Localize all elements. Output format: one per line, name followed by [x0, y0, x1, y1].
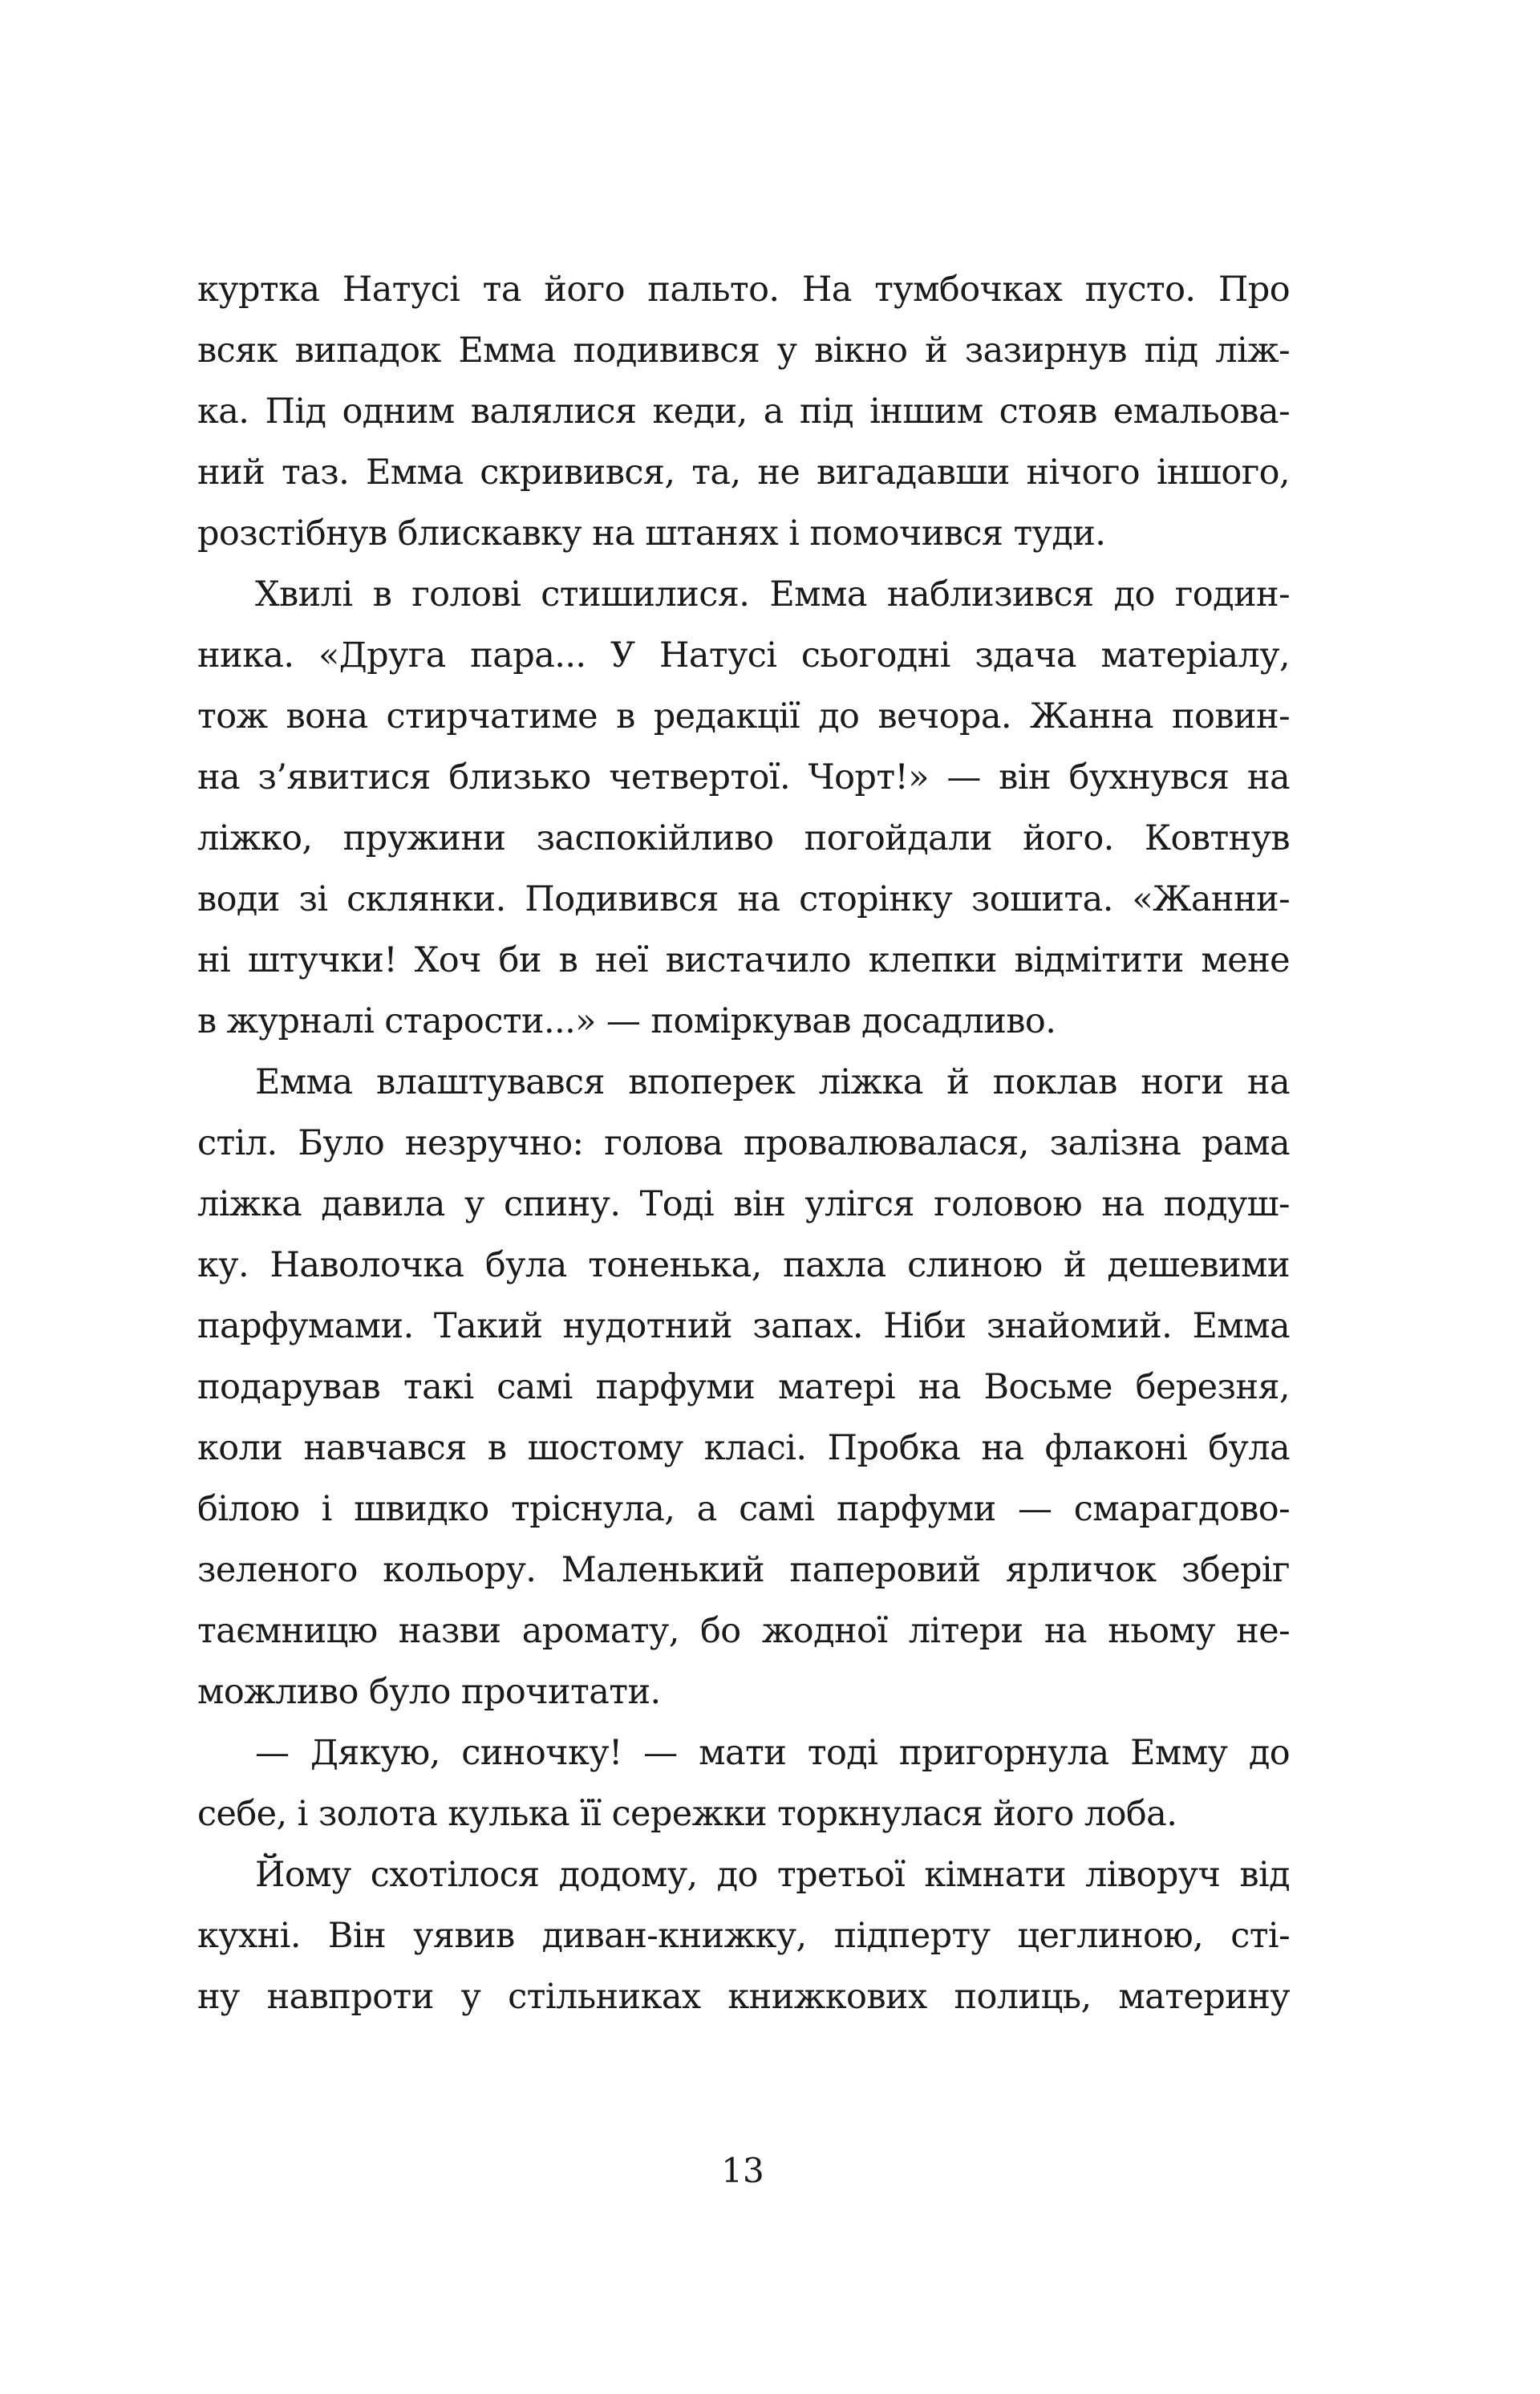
text-line: Йому схотілося додому, до третьої кімнати ліворуч від — [255, 1855, 1290, 1895]
text-line: парфумами. Такий нудотний запах. Ніби знайомий. Емма — [197, 1306, 1290, 1346]
text-line: тож вона стирчатиме в редакції до вечора. Жанна повин- — [197, 696, 1290, 736]
text-line: стіл. Було незручно: голова провалювалася, залізна рама — [197, 1123, 1290, 1163]
text-line: — Дякую, синочку! — мати тоді пригорнула Емму до — [255, 1733, 1290, 1773]
text-line: ліжка давила у спину. Тоді він улігся головою на подуш- — [197, 1184, 1290, 1224]
text-line: зеленого кольору. Маленький паперовий ярличок зберіг — [197, 1550, 1290, 1590]
text-line: білою і швидко тріснула, а самі парфуми — смарагдово- — [197, 1489, 1290, 1529]
text-line: ка. Під одним валялися кеди, а під іншим стояв емальова- — [197, 392, 1290, 432]
text-line: в журналі старости...» — поміркував досадливо. — [197, 1001, 1056, 1041]
text-line: розстібнув блискавку на штанях і помочився туди. — [197, 513, 1106, 554]
text-line: всяк випадок Емма подивився у вікно й зазирнув під ліж- — [197, 331, 1290, 371]
text-line: ліжко, пружини заспокійливо погойдали його. Ковтнув — [197, 818, 1290, 858]
body-text — [197, 259, 1290, 2027]
page-number: 13 — [721, 2151, 764, 2190]
text-line: ника. «Друга пара... У Натусі сьогодні здача матеріалу, — [197, 635, 1290, 676]
text-line: ний таз. Емма скривився, та, не вигадавши нічого іншого, — [197, 452, 1290, 493]
text-line: кухні. Він уявив диван-книжку, підперту цеглиною, сті- — [197, 1916, 1290, 1956]
text-line: ку. Наволочка була тоненька, пахла слиною й дешевими — [197, 1245, 1290, 1285]
text-line: куртка Натусі та його пальто. На тумбочках пусто. Про — [197, 270, 1290, 310]
text-line: себе, і золота кулька її сережки торкнулася його лоба. — [197, 1794, 1177, 1834]
text-line: на з’явитися близько четвертої. Чорт!» — він бухнувся на — [197, 757, 1290, 797]
text-line: таємницю назви аромату, бо жодної літери на ньому не- — [197, 1611, 1290, 1651]
text-line: Емма влаштувався впоперек ліжка й поклав ноги на — [255, 1062, 1290, 1102]
text-line: ну навпроти у стільниках книжкових полиць, материну — [197, 1977, 1290, 2017]
text-line: ні штучки! Хоч би в неї вистачило клепки відмітити мене — [197, 940, 1290, 980]
text-line: Хвилі в голові стишилися. Емма наблизився до годин- — [255, 574, 1290, 615]
text-line: можливо було прочитати. — [197, 1672, 661, 1712]
text-line: води зі склянки. Подивився на сторінку зошита. «Жанни- — [197, 879, 1290, 919]
text-line: коли навчався в шостому класі. Пробка на флаконі була — [197, 1428, 1290, 1468]
text-line: подарував такі самі парфуми матері на Восьме березня, — [197, 1367, 1290, 1407]
